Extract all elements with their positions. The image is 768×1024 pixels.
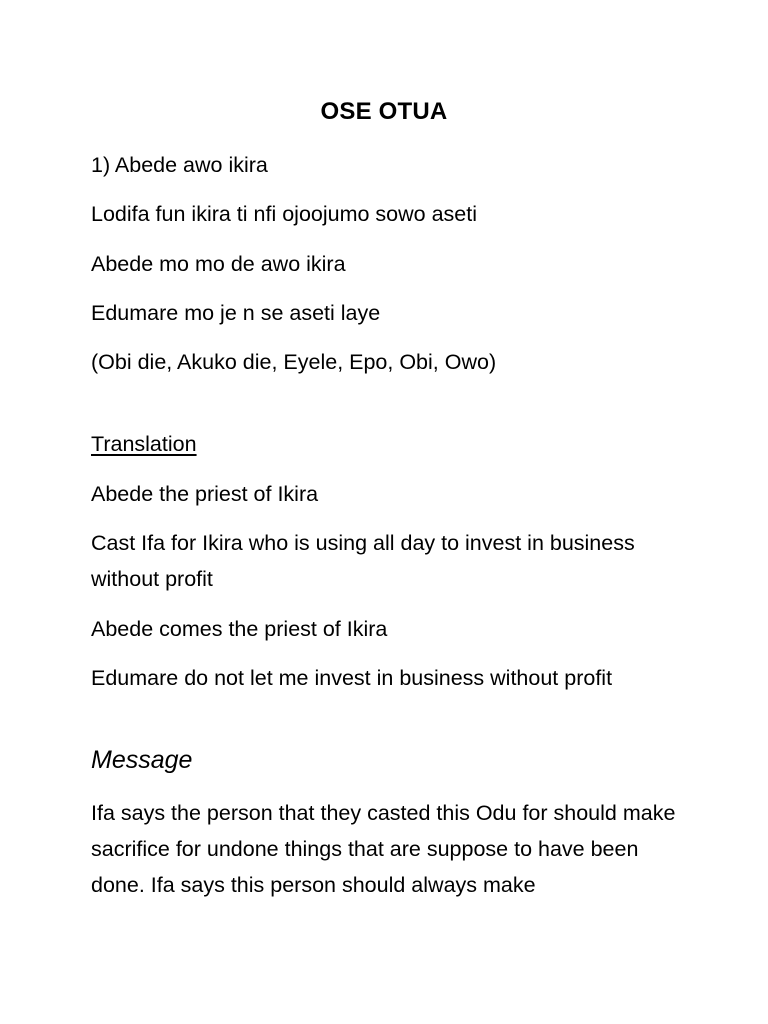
verse-line-3: Abede mo mo de awo ikira [91, 252, 346, 276]
page-title: OSE OTUA [320, 98, 448, 125]
message-heading: Message [91, 746, 193, 774]
verse-line-4: Edumare mo je n se aseti laye [91, 301, 381, 325]
verse-line-2: Lodifa fun ikira ti nfi ojoojumo sowo aseti [91, 202, 478, 226]
message-paragraph: Ifa says the person that they casted this Odu for should make sacrifice for undone things that are suppose to have been done. Ifa says this person should always make [91, 801, 676, 897]
translation-line-1: Abede the priest of Ikira [91, 482, 319, 506]
translation-line-2: Cast Ifa for Ikira who is using all day to invest in business without profit [91, 531, 635, 591]
translation-heading: Translation [91, 432, 197, 456]
verse-line-5: (Obi die, Akuko die, Eyele, Epo, Obi, Owo) [91, 350, 497, 374]
verse-line-1: 1) Abede awo ikira [91, 153, 268, 177]
translation-line-4: Edumare do not let me invest in business without profit [91, 666, 613, 690]
translation-line-3: Abede comes the priest of Ikira [91, 617, 388, 641]
